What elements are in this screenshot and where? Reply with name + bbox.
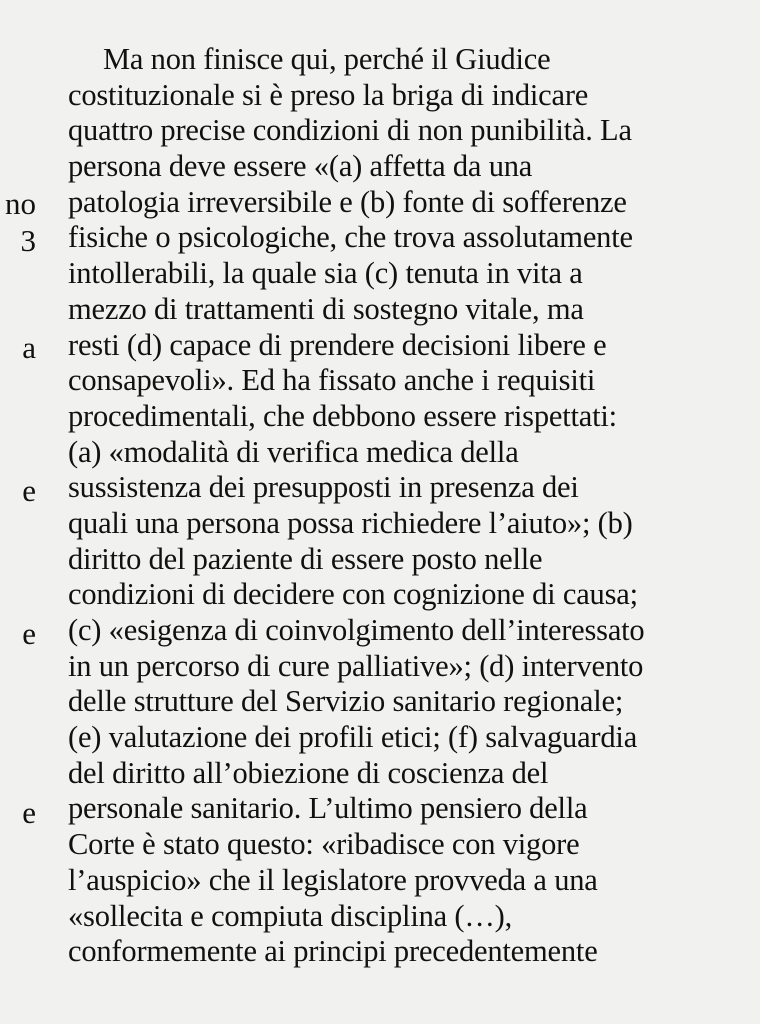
adjacent-column-fragments [0,0,36,1024]
text-line: delle strutture del Servizio sanitario regionale; [68,684,624,719]
text-line: diritto del paziente di essere posto nelle [68,541,543,576]
text-line: (e) valutazione dei profili etici; (f) salvaguardia [68,720,638,755]
text-line: persona deve essere «(a) affetta da una [68,149,533,184]
text-line: del diritto all’obiezione di coscienza del [68,755,549,790]
left-fragment: e [22,473,36,508]
text-line: resti (d) capace di prendere decisioni libere e [68,327,607,362]
left-fragment: no [5,186,36,221]
text-line: patologia irreversibile e (b) fonte di sofferenze [68,184,627,219]
text-line: conformemente ai principi precedentemente [68,934,598,969]
text-line: intollerabili, la quale sia (c) tenuta in vita a [68,256,583,291]
text-line: fisiche o psicologiche, che trova assolutamente [68,220,633,255]
left-fragment: e [22,795,36,830]
text-line: Ma non finisce qui, perché il Giudice [103,42,551,76]
text-line: in un percorso di cure palliative»; (d) intervento [68,648,644,683]
text-line: «sollecita e compiuta disciplina (…), [68,898,513,933]
left-fragment: a [22,330,36,365]
text-line: quali una persona possa richiedere l’aiuto»; (b) [68,505,633,540]
left-fragment: e [22,616,36,651]
left-fragment: 3 [20,223,36,258]
text-line: condizioni di decidere con cognizione di causa; [68,577,638,612]
text-line: (c) «esigenza di coinvolgimento dell’interessato [68,613,645,647]
text-line: costituzionale si è preso la briga di indicare [68,77,589,112]
text-line: (a) «modalità di verifica medica della [68,434,519,469]
text-line: consapevoli». Ed ha fissato anche i requisiti [68,363,596,398]
text-line: l’auspicio» che il legislatore provveda a una [68,862,598,897]
article-column [68,42,738,970]
text-line: sussistenza dei presupposti in presenza dei [68,470,579,505]
text-line: procedimentali, che debbono essere rispettati: [68,398,617,433]
text-line: mezzo di trattamenti di sostegno vitale, ma [68,291,584,326]
text-line: quattro precise condizioni di non punibilità. La [68,113,632,148]
text-line: personale sanitario. L’ultimo pensiero della [68,791,588,826]
text-line: Corte è stato questo: «ribadisce con vigore [68,827,580,862]
